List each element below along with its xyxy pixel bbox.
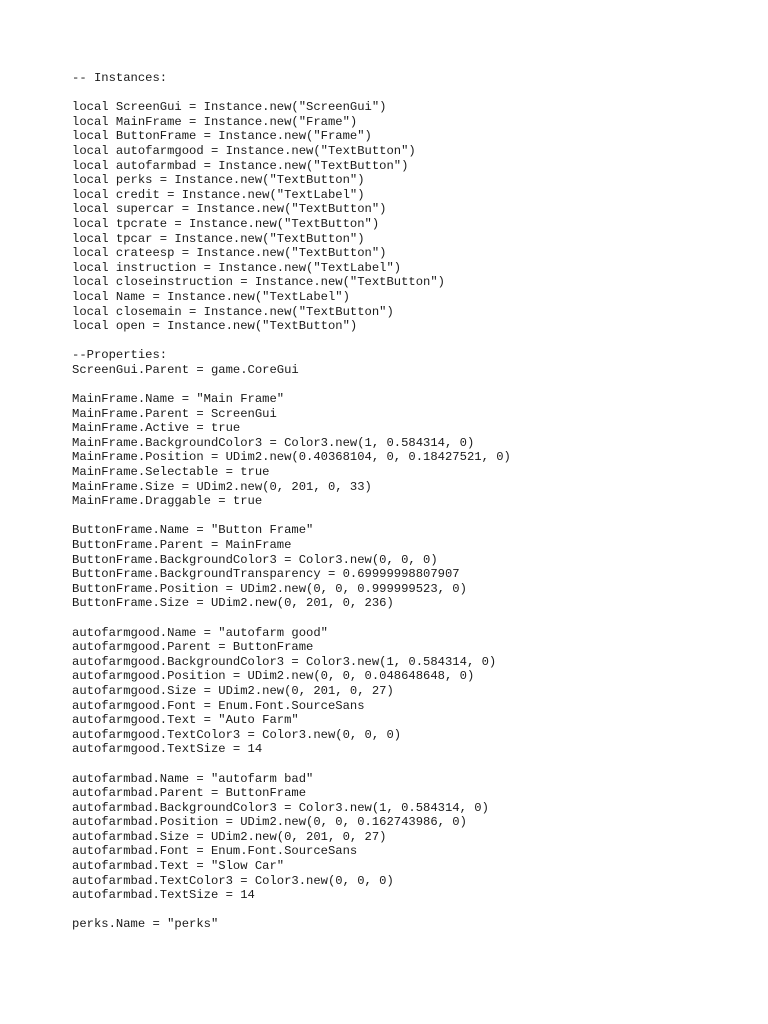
code-line: autofarmgood.TextColor3 = Color3.new(0, 0, 0)	[72, 727, 402, 742]
code-line: autofarmgood.Text = "Auto Farm"	[72, 713, 299, 728]
code-listing	[72, 71, 752, 932]
blank-line	[72, 86, 752, 101]
code-line: MainFrame.Active = true	[72, 421, 241, 436]
code-line: autofarmgood.Parent = ButtonFrame	[72, 640, 314, 655]
code-line: local tpcrate = Instance.new("TextButton")	[72, 216, 380, 231]
code-line: local autofarmbad = Instance.new("TextButton")	[72, 158, 409, 173]
code-line: autofarmbad.Parent = ButtonFrame	[72, 786, 307, 801]
blank-line	[72, 509, 752, 524]
blank-line	[72, 377, 752, 392]
code-line: --Properties:	[72, 348, 168, 363]
code-line: ButtonFrame.Position = UDim2.new(0, 0, 0.999999523, 0)	[72, 581, 467, 596]
blank-line	[72, 903, 752, 918]
code-line: autofarmbad.Text = "Slow Car"	[72, 859, 285, 874]
code-line: MainFrame.Draggable = true	[72, 494, 263, 509]
code-line: autofarmbad.BackgroundColor3 = Color3.new(1, 0.584314, 0)	[72, 800, 489, 815]
code-line: local credit = Instance.new("TextLabel")	[72, 187, 365, 202]
code-line: autofarmgood.Name = "autofarm good"	[72, 625, 328, 640]
code-line: ButtonFrame.Name = "Button Frame"	[72, 523, 314, 538]
code-line: ButtonFrame.BackgroundColor3 = Color3.new(0, 0, 0)	[72, 552, 438, 567]
code-line: local autofarmgood = Instance.new("TextButton")	[72, 143, 416, 158]
code-line: MainFrame.Name = "Main Frame"	[72, 392, 285, 407]
code-line: autofarmbad.Position = UDim2.new(0, 0, 0.162743986, 0)	[72, 815, 467, 830]
code-line: MainFrame.Size = UDim2.new(0, 201, 0, 33)	[72, 479, 372, 494]
code-line: autofarmgood.BackgroundColor3 = Color3.new(1, 0.584314, 0)	[72, 654, 497, 669]
blank-line	[72, 757, 752, 772]
code-line: autofarmbad.TextSize = 14	[72, 888, 255, 903]
code-line: perks.Name = "perks"	[72, 917, 219, 932]
code-line: local supercar = Instance.new("TextButton")	[72, 202, 387, 217]
code-line: local closeinstruction = Instance.new("TextButton")	[72, 275, 445, 290]
code-line: MainFrame.BackgroundColor3 = Color3.new(1, 0.584314, 0)	[72, 435, 475, 450]
code-line: local closemain = Instance.new("TextButton")	[72, 304, 394, 319]
code-line: MainFrame.Parent = ScreenGui	[72, 406, 277, 421]
code-line: -- Instances:	[72, 71, 168, 85]
code-line: ButtonFrame.Size = UDim2.new(0, 201, 0, 236)	[72, 596, 394, 611]
code-line: local instruction = Instance.new("TextLabel")	[72, 260, 402, 275]
blank-line	[72, 611, 752, 626]
code-line: autofarmgood.Position = UDim2.new(0, 0, 0.048648648, 0)	[72, 669, 475, 684]
code-line: local Name = Instance.new("TextLabel")	[72, 289, 350, 304]
code-line: local MainFrame = Instance.new("Frame")	[72, 114, 358, 129]
code-line: local perks = Instance.new("TextButton")	[72, 173, 365, 188]
code-line: local open = Instance.new("TextButton")	[72, 319, 358, 334]
blank-line	[72, 334, 752, 349]
code-line: autofarmbad.Name = "autofarm bad"	[72, 771, 314, 786]
code-line: autofarmbad.TextColor3 = Color3.new(0, 0, 0)	[72, 873, 394, 888]
code-line: autofarmgood.TextSize = 14	[72, 742, 263, 757]
code-line: MainFrame.Position = UDim2.new(0.40368104, 0, 0.18427521, 0)	[72, 450, 511, 465]
code-line: autofarmbad.Font = Enum.Font.SourceSans	[72, 844, 358, 859]
code-line: MainFrame.Selectable = true	[72, 465, 270, 480]
code-line: autofarmbad.Size = UDim2.new(0, 201, 0, 27)	[72, 829, 387, 844]
code-line: autofarmgood.Size = UDim2.new(0, 201, 0, 27)	[72, 683, 394, 698]
code-line: ScreenGui.Parent = game.CoreGui	[72, 362, 299, 377]
code-line: ButtonFrame.Parent = MainFrame	[72, 538, 292, 552]
code-line: local ScreenGui = Instance.new("ScreenGui")	[72, 100, 387, 115]
code-line: local tpcar = Instance.new("TextButton")	[72, 231, 365, 246]
code-line: local crateesp = Instance.new("TextButton")	[72, 246, 387, 261]
code-line: autofarmgood.Font = Enum.Font.SourceSans	[72, 698, 365, 713]
code-line: local ButtonFrame = Instance.new("Frame")	[72, 129, 372, 144]
code-line: ButtonFrame.BackgroundTransparency = 0.69999998807907	[72, 567, 460, 582]
